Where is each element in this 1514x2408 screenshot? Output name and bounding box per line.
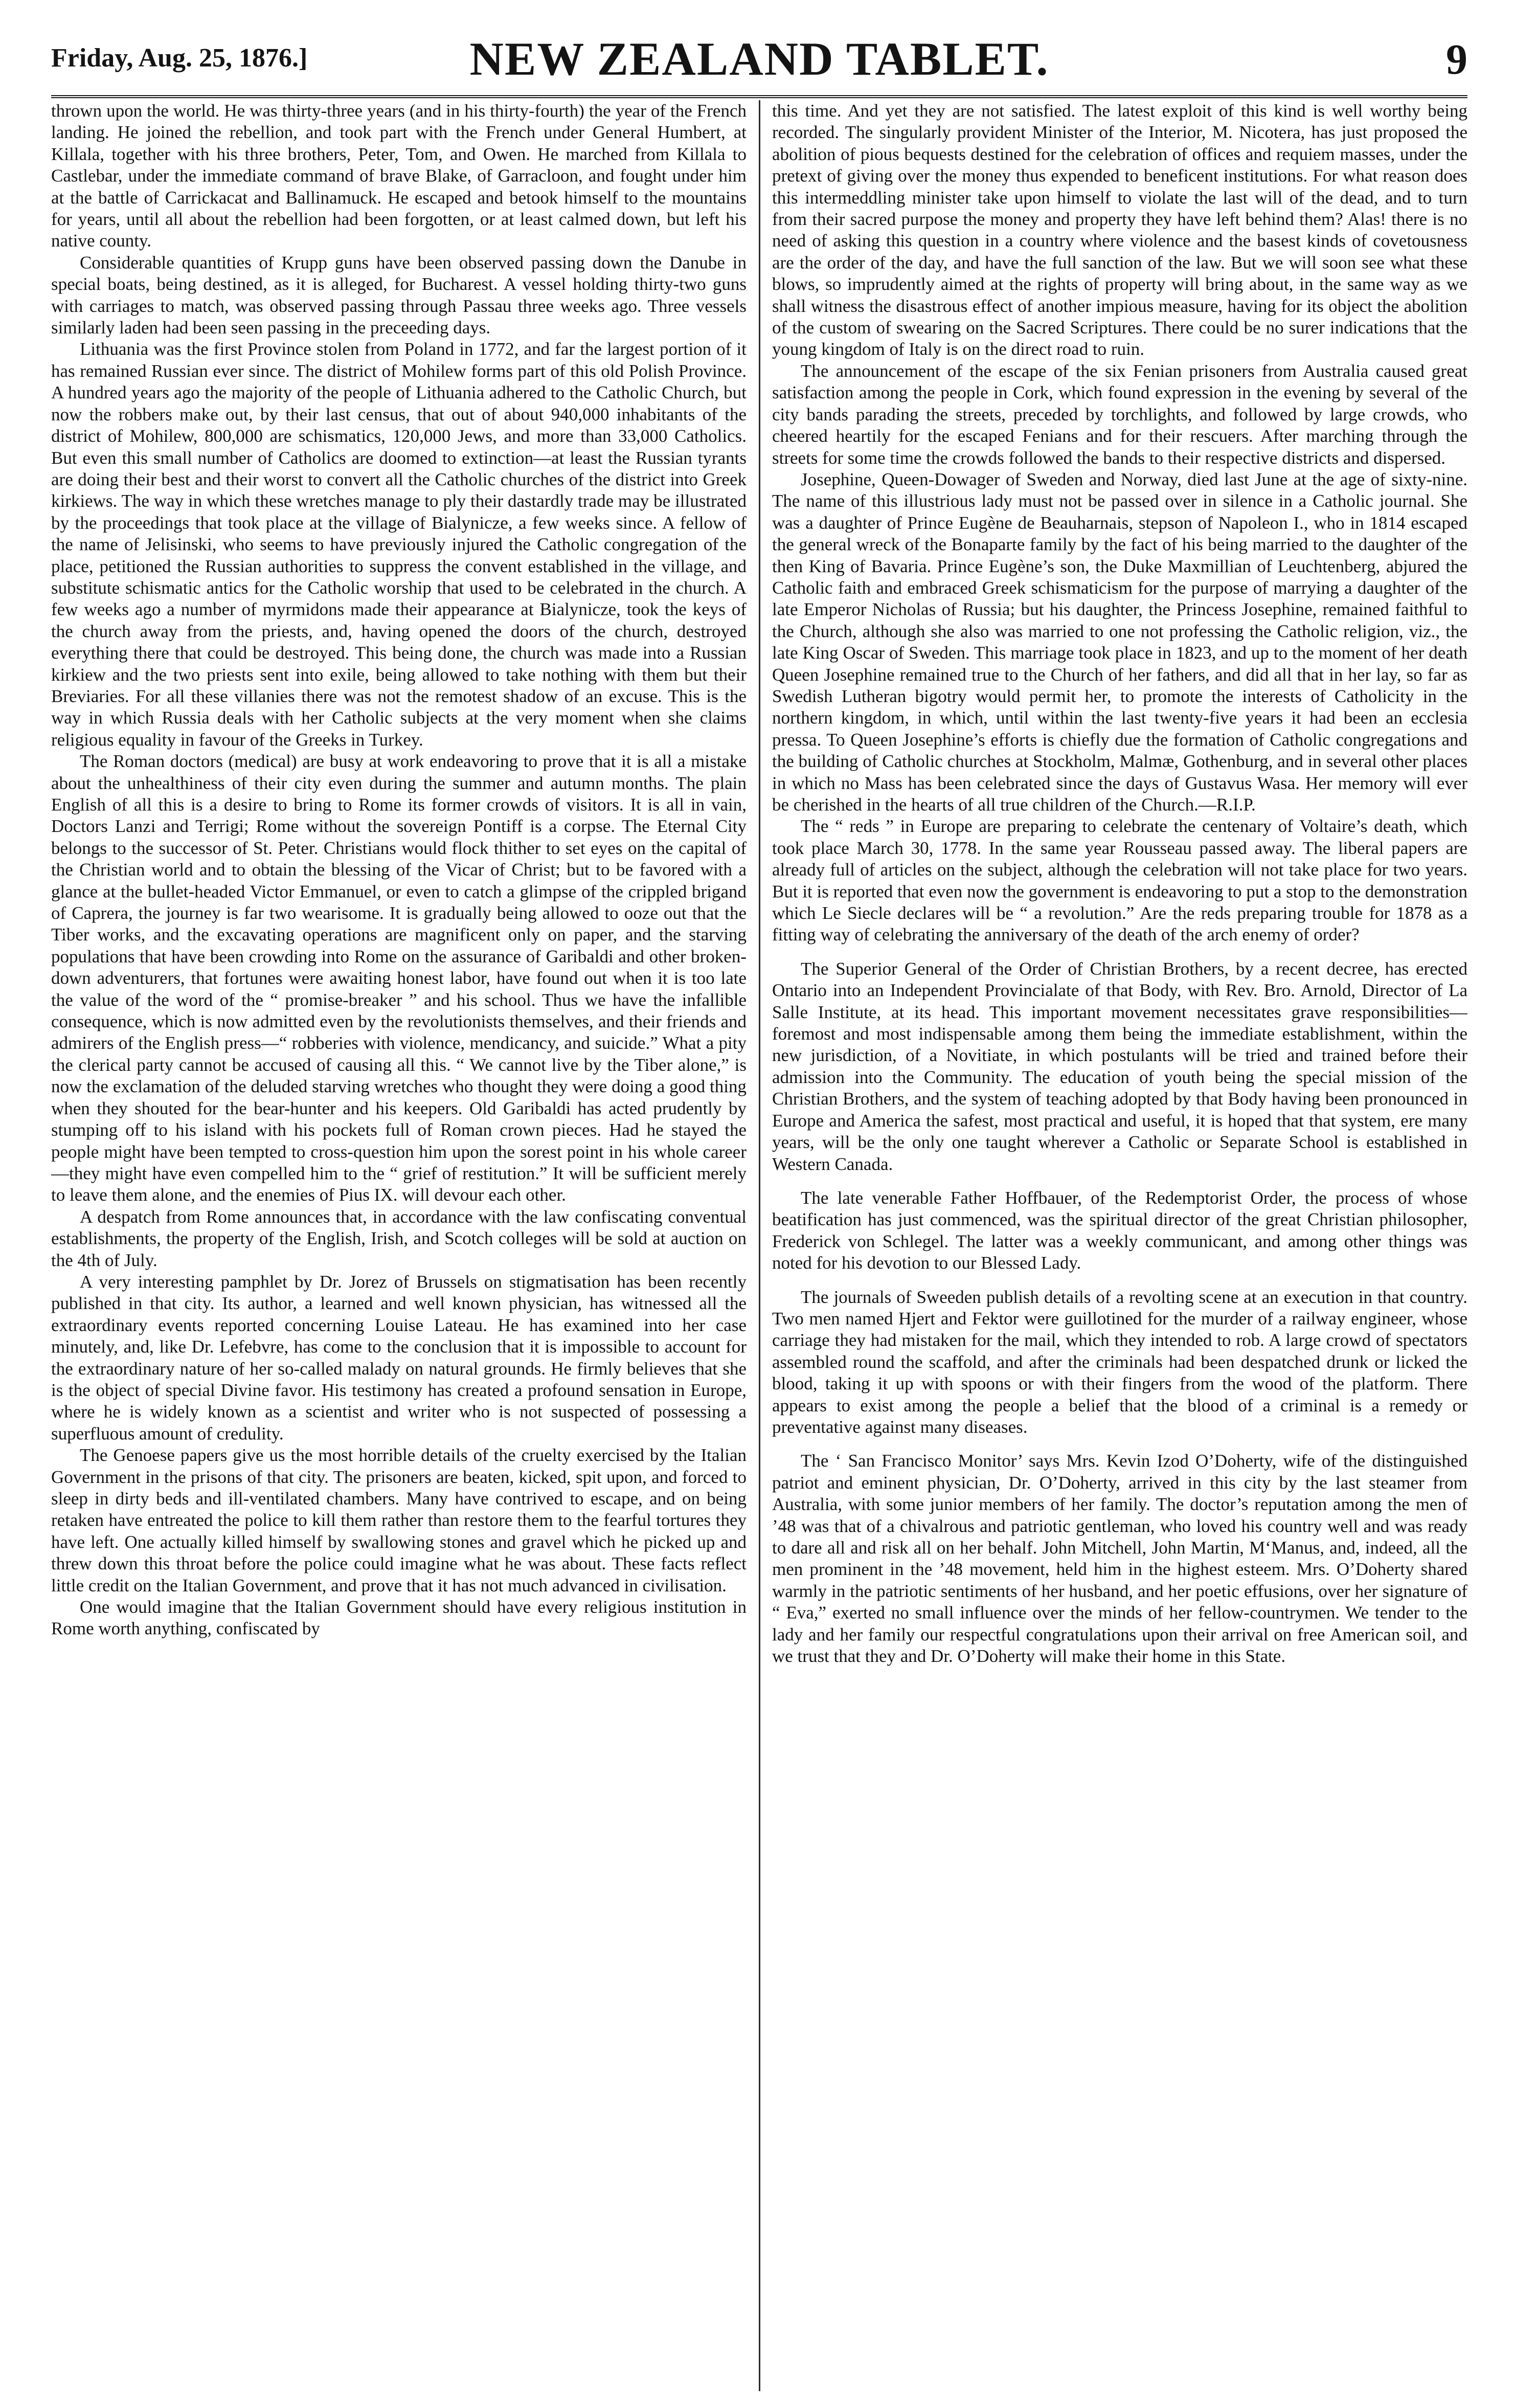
left-column — [51, 100, 747, 2396]
page-number: 9 — [1446, 36, 1467, 83]
article-paragraph: The journals of Sweeden publish details of a revolting scene at an execution in that country. Two men named Hjert and Fektor were guillotined for the murder of a railway engineer, whose carriage they had mistaken for the mail, which they intended to rob. A large crowd of spectators assembled round the scaffold, and after the criminals had been despatched drunk or licked the blood, taking it up with spoons or with their fingers from the wood of the platform. There appears to exist among the people a belief that the blood of a criminal is a remedy or preventative against many diseases. — [772, 1287, 1467, 1437]
article-paragraph: The Superior General of the Order of Christian Brothers, by a recent decree, has erected Ontario into an Independent Provincialate of that Body, with Rev. Bro. Arnold, Director of La Salle Institute, at its head. This important movement necessitates grave responsibilities—foremost and most indispensable among them being the immediate establishment, within the new jurisdiction, of a Novitiate, in which postulants will be tried and trained before their admission into the Community. The education of youth being the special mission of the Christian Brothers, and the system of teaching adopted by that Body having been pronounced in Europe and America the safest, most practical and useful, it is hoped that that system, ere many years, will be the only one taught wherever a Catholic or Separate School is established in Western Canada. — [772, 958, 1467, 1174]
article-paragraph: A despatch from Rome announces that, in accordance with the law confiscating conventual establishments, the property of the English, Irish, and Scotch colleges will be sold at auction on the 4th of July. — [51, 1206, 747, 1270]
article-paragraph: Josephine, Queen-Dowager of Sweden and Norway, died last June at the age of sixty-nine. The name of this illustrious lady must not be passed over in silence in a Catholic journal. She was a daughter of Prince Eugène de Beauharnais, stepson of Napoleon I., who in 1814 escaped the general wreck of the Bonaparte family by the fact of his being married to the daughter of the then King of Bavaria. Prince Eugène’s son, the Duke Maxmillian of Leuchtenberg, abjured the Catholic faith and embraced Greek schismaticism for the purpose of marrying a daughter of the late Emperor Nicholas of Russia; but his daughter, the Princess Josephine, remained faithful to the Church, although she also was married to one not professing the Catholic religion, viz., the late King Oscar of Sweden. This marriage took place in 1823, and up to the moment of her death Queen Josephine remained true to the Church of her fathers, and did all that in her lay, so far as Swedish Lutheran bigotry would permit her, to promote the interests of Catholicity in the northern kingdom, in which, until within the last twenty-five years it had been an ecclesia pressa. To Queen Josephine’s efforts is chiefly due the formation of Catholic congregations and the building of Catholic churches at Stockholm, Malmæ, Gothenburg, and in several other places in which no Mass has been celebrated since the days of Gustavus Wasa. Her memory will ever be cherished in the hearts of all true children of the Church.—R.I.P. — [772, 469, 1467, 815]
article-paragraph: The “ reds ” in Europe are preparing to celebrate the centenary of Voltaire’s death, which took place March 30, 1778. In the same year Rousseau passed away. The liberal papers are already full of articles on the subject, although the celebration will not take place for two years. But it is reported that even now the government is endeavoring to put a stop to the demonstration which Le Siecle declares will be “ a revolution.” Are the reds preparing trouble for 1878 as a fitting way of celebrating the anniversary of the death of the arch enemy of order? — [772, 816, 1467, 945]
article-paragraph: The announcement of the escape of the six Fenian prisoners from Australia caused great satisfaction among the people in Cork, which found expression in the evening by several of the city bands parading the streets, preceded by torchlights, and followed by large crowds, who cheered heartily for the escaped Fenians and for their rescuers. After marching through the streets for some time the crowds followed the bands to their respective districts and dispersed. — [772, 361, 1467, 468]
article-paragraph: The late venerable Father Hoffbauer, of the Redemptorist Order, the process of whose beatification has just commenced, was the spiritual director of the great Christian philosopher, Frederick von Schlegel. The latter was a weekly communicant, and among other things was noted for his devotion to our Blessed Lady. — [772, 1187, 1467, 1273]
article-paragraph: thrown upon the world. He was thirty-three years (and in his thirty-fourth) the year of the French landing. He joined the rebellion, and took part with the French under General Humbert, at Killala, together with his three brothers, Peter, Tom, and Owen. He marched from Killala to Castlebar, under the immediate command of brave Blake, of Garracloon, and fought under him at the battle of Carrickacat and Ballinamuck. He escaped and betook himself to the mountains for years, until all about the rebellion had been forgotten, or at least calmed down, but left his native county. — [51, 101, 747, 251]
issue-date: Friday, Aug. 25, 1876.] — [51, 43, 308, 73]
article-paragraph: Considerable quantities of Krupp guns have been observed passing down the Danube in special boats, being destined, as it is alleged, for Bucharest. A vessel holding thirty-two guns with carriages to match, was observed passing through Passau three weeks ago. Three vessels similarly laden had been seen passing in the preceeding days. — [51, 252, 747, 338]
article-paragraph: The Genoese papers give us the most horrible details of the cruelty exercised by the Italian Government in the prisons of that city. The prisoners are beaten, kicked, spit upon, and forced to sleep in dirty beds and ill-ventilated chambers. Many have contrived to escape, and on being retaken have entreated the police to kill them rather than restore them to the fearful tortures they have left. One actually killed himself by swallowing stones and gravel which he picked up and threw down this throat before the police could imagine what he was about. These facts reflect little credit on the Italian Government, and prove that it has not much advanced in civilisation. — [51, 1445, 747, 1595]
page-header — [51, 30, 1467, 98]
article-paragraph: A very interesting pamphlet by Dr. Jorez of Brussels on stigmatisation has been recently published in that city. Its author, a learned and well known physician, has witnessed all the extraordinary events reported concerning Louise Lateau. He has examined into her case minutely, and, like Dr. Lefebvre, has come to the conclusion that it is impossible to account for the extraordinary nature of her so-called malady on natural grounds. He firmly believes that she is the object of special Divine favor. His testimony has created a profound sensation in Europe, where he is widely known as a scientist and writer who is not suspected of possessing a superfluous amount of credulity. — [51, 1271, 747, 1444]
article-paragraph: One would imagine that the Italian Government should have every religious institution in Rome worth anything, confiscated by — [51, 1597, 747, 1639]
masthead-title: NEW ZEALAND TABLET. — [469, 33, 1049, 85]
article-paragraph: The Roman doctors (medical) are busy at work endeavoring to prove that it is all a mistake about the unhealthiness of their city even during the summer and autumn months. The plain English of all this is a desire to bring to Rome its former crowds of visitors. It is all in vain, Doctors Lanzi and Terrigi; Rome without the sovereign Pontiff is a corpse. The Eternal City belongs to the successor of St. Peter. Christians would flock thither to set eyes on the capital of the Christian world and to obtain the blessing of the Vicar of Christ; but to be favored with a glance at the bullet-headed Victor Emmanuel, or even to catch a glimpse of the crippled brigand of Caprera, the journey is far two wearisome. It is gradually being allowed to ooze out that the Tiber works, and the excavating operations are magnificent only on paper, and the starving populations that have been crowding into Rome on the assurance of Garibaldi and other broken-down adventurers, that fortunes were awaiting honest labor, have found out when it is too late the value of the word of the “ promise-breaker ” and his school. Thus we have the infallible consequence, which is now admitted even by the revolutionists themselves, and their friends and admirers of the English press—“ robberies with violence, mendicancy, and suicide.” What a pity the clerical party cannot be accused of causing all this. “ We cannot live by the Tiber alone,” is now the exclamation of the deluded starving wretches who thought they were doing a good thing when they shouted for the bear-hunter and his keepers. Old Garibaldi has acted prudently by stumping off to his island with his pockets full of Roman crown pieces. Had he stayed the people might have been tempted to cross-question him upon the sorest point in his whole career—they might have even compelled him to the “ grief of restitution.” It will be sufficient merely to leave them alone, and the enemies of Pius IX. will devour each other. — [51, 751, 747, 1205]
right-column — [772, 100, 1467, 2396]
article-paragraph: The ‘ San Francisco Monitor’ says Mrs. Kevin Izod O’Doherty, wife of the distinguished patriot and eminent physician, Dr. O’Doherty, arrived in this city by the last steamer from Australia, with some junior members of her family. The doctor’s reputation among the men of ’48 was that of a chivalrous and patriotic gentleman, who loved his country well and was ready to dare all and risk all on her behalf. John Mitchell, John Martin, M‘Manus, and, indeed, all the men prominent in the ’48 movement, held him in the highest esteem. Mrs. O’Doherty shared warmly in the patriotic sentiments of her husband, and her poetic effusions, over her signature of “ Eva,” exerted no small influence over the minds of her fellow-countrymen. We tender to the lady and her family our respectful congratulations upon their arrival on free American soil, and we trust that they and Dr. O’Doherty will make their home in this State. — [772, 1451, 1467, 1667]
column-divider — [759, 100, 760, 2391]
article-paragraph: Lithuania was the first Province stolen from Poland in 1772, and far the largest portion of it has remained Russian ever since. The district of Mohilew forms part of this old Polish Province. A hundred years ago the majority of the people of Lithuania adhered to the Catholic Church, but now the robbers make out, by their last census, that out of about 940,000 inhabitants of the district of Mohilew, 800,000 are schismatics, 120,000 Jews, and more than 33,000 Catholics. But even this small number of Catholics are doomed to extinction—at least the Russian tyrants are doing their best and their worst to convert all the Catholic churches of the district into Greek kirkiews. The way in which these wretches manage to ply their dastardly trade may be illustrated by the proceedings that took place at the village of Bialynicze, a few weeks since. A fellow of the name of Jelisinski, who seems to have previously injured the Catholic congregation of the place, petitioned the Russian authorities to suppress the convent established in the village, and substitute schismatic antics for the Catholic worship that used to be celebrated in the church. A few weeks ago a number of myrmidons made their appearance at Bialynicze, took the keys of the church away from the priests, and, having opened the doors of the church, destroyed everything there that could be destroyed. This being done, the church was made into a Russian kirkiew and the two priests sent into exile, being allowed to take nothing with them but their Breviaries. For all these villanies there was not the remotest shadow of an excuse. This is the way in which Russia deals with her Catholic subjects at the very moment when she claims religious equality in favour of the Greeks in Turkey. — [51, 339, 747, 750]
article-paragraph: this time. And yet they are not satisfied. The latest exploit of this kind is well worthy being recorded. The singularly provident Minister of the Interior, M. Nicotera, has just proposed the abolition of pious bequests destined for the celebration of offices and requiem masses, under the pretext of giving over the money thus expended to beneficent institutions. For what reason does this intermeddling minister take upon himself to violate the last will of the dead, and to turn from their sacred purpose the money and property they have left behind them? Alas! there is no need of asking this question in a country where violence and the basest kinds of covetousness are the order of the day, and have the full sanction of the law. But we will soon see what these blows, so imprudently aimed at the rights of property will bring about, in the same way as we shall witness the disastrous effect of another impious measure, having for its object the abolition of the custom of swearing on the Sacred Scriptures. There could be no surer indications that the young kingdom of Italy is on the direct road to ruin. — [772, 101, 1467, 359]
